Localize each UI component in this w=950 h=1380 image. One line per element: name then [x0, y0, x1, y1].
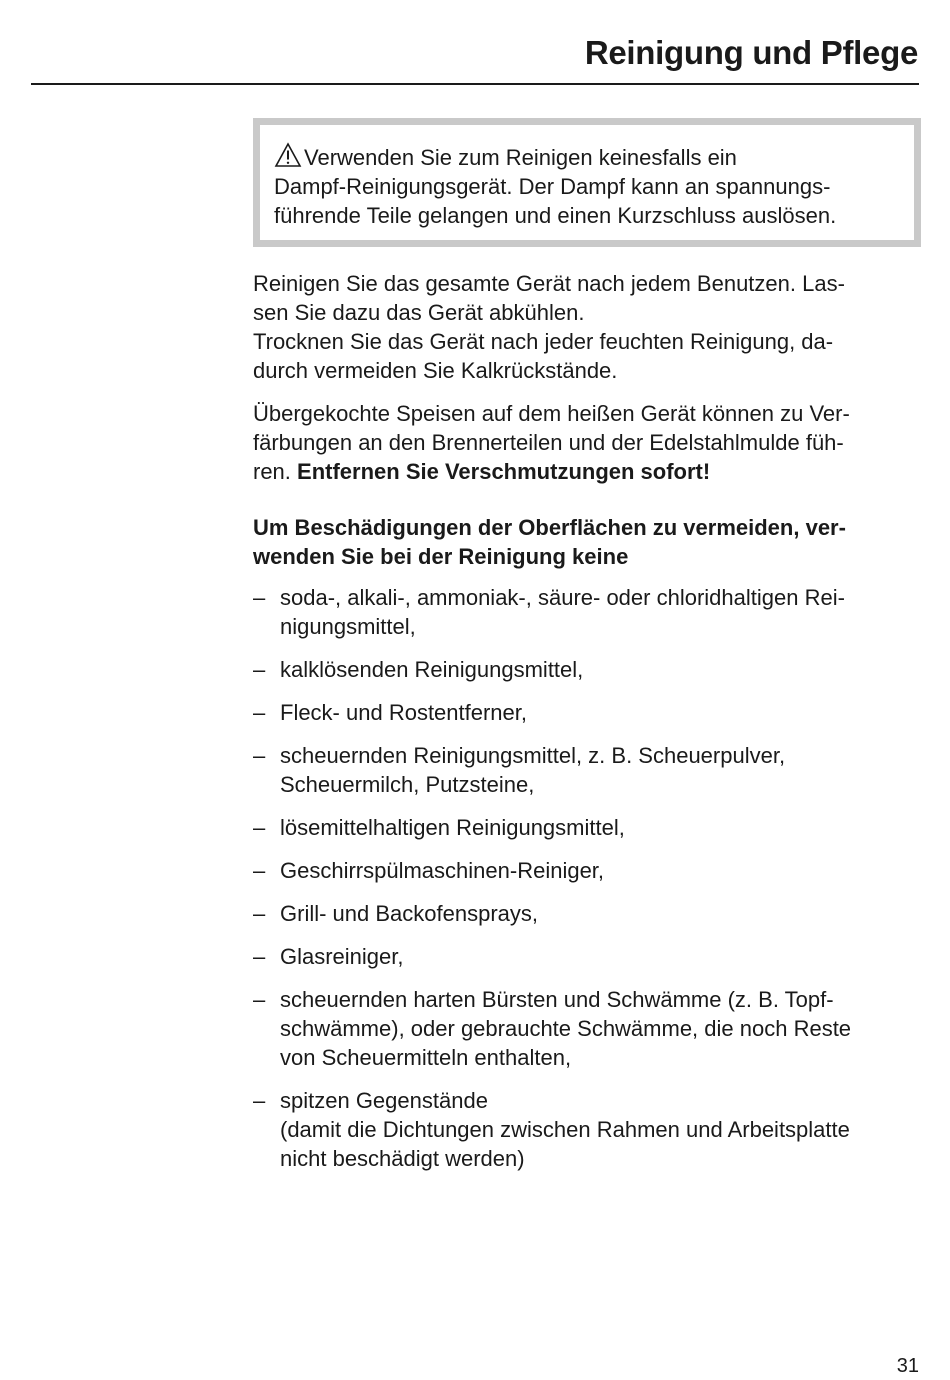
- list-item: [253, 741, 921, 799]
- list-item: [253, 856, 921, 885]
- page-number: 31: [896, 1355, 919, 1377]
- list-item: [253, 655, 921, 684]
- warning-text: Verwenden Sie zum Reinigen keinesfalls ein: [304, 145, 737, 170]
- list-item-line: nicht beschädigt werden): [280, 1146, 525, 1171]
- list-item-line: scheuernden Reinigungsmittel, z. B. Scheuerpulver,: [280, 743, 786, 768]
- text-line: [253, 457, 921, 486]
- list-item-line: Fleck- und Rostentferner,: [280, 700, 528, 725]
- dash-bullet: –: [253, 901, 266, 926]
- list-item-line: schwämme), oder gebrauchte Schwämme, die noch Reste: [280, 1016, 852, 1041]
- section-heading: [253, 513, 921, 571]
- warning-line: Dampf-Reinigungsgerät. Der Dampf kann an spannungs-: [274, 174, 831, 199]
- list-item-line: Glasreiniger,: [280, 944, 404, 969]
- text-line: Reinigen Sie das gesamte Gerät nach jedem Benutzen. Las-: [253, 271, 845, 296]
- list-item: [253, 985, 921, 1072]
- dash-bullet: –: [253, 815, 266, 840]
- list-item-line: Geschirrspülmaschinen-Reiniger,: [280, 858, 605, 883]
- list-item-line: Grill- und Backofensprays,: [280, 901, 538, 926]
- list-item-line: nigungsmittel,: [280, 614, 416, 639]
- warning-triangle-icon: [274, 142, 302, 168]
- dash-bullet: –: [253, 987, 266, 1012]
- list-item: [253, 899, 921, 928]
- list-item: [253, 1086, 921, 1173]
- text-line: färbungen an den Brennerteilen und der Edelstahlmulde füh-: [253, 430, 844, 455]
- paragraph-cleaning-instructions: [253, 269, 921, 385]
- list-item: [253, 698, 921, 727]
- dash-bullet: –: [253, 657, 266, 682]
- paragraph-boiled-over-food: [253, 399, 921, 486]
- text-line: durch vermeiden Sie Kalkrückstände.: [253, 358, 618, 383]
- dash-bullet: –: [253, 944, 266, 969]
- dash-bullet: –: [253, 743, 266, 768]
- list-item-line: scheuernden harten Bürsten und Schwämme (z. B. Topf-: [280, 987, 834, 1012]
- list-item: [253, 583, 921, 641]
- list-item-line: (damit die Dichtungen zwischen Rahmen und Arbeitsplatte: [280, 1117, 850, 1142]
- main-content: [253, 118, 921, 1187]
- list-item-line: lösemittelhaltigen Reinigungsmittel,: [280, 815, 625, 840]
- dash-bullet: –: [253, 585, 266, 610]
- list-item-line: Scheuermilch, Putzsteine,: [280, 772, 535, 797]
- list-item-line: soda-, alkali-, ammoniak-, säure- oder chloridhaltigen Rei-: [280, 585, 845, 610]
- warning-box: [253, 118, 921, 247]
- header-rule: [31, 83, 919, 85]
- page-title: Reinigung und Pflege: [584, 34, 918, 71]
- text-line: Übergekochte Speisen auf dem heißen Gerät können zu Ver-: [253, 401, 850, 426]
- text-line: sen Sie dazu das Gerät abkühlen.: [253, 300, 585, 325]
- prohibited-agents-list: [253, 583, 921, 1173]
- dash-bullet: –: [253, 1088, 266, 1113]
- warning-line: [274, 142, 902, 172]
- text-plain: ren.: [253, 459, 298, 484]
- dash-bullet: –: [253, 700, 266, 725]
- list-item-line: von Scheuermitteln enthalten,: [280, 1045, 572, 1070]
- heading-line: wenden Sie bei der Reinigung keine: [253, 544, 629, 569]
- list-item: [253, 813, 921, 842]
- list-item: [253, 942, 921, 971]
- warning-line: führende Teile gelangen und einen Kurzschluss auslösen.: [274, 203, 837, 228]
- list-item-line: spitzen Gegenstände: [280, 1088, 488, 1113]
- text-line: Trocknen Sie das Gerät nach jeder feuchten Reinigung, da-: [253, 329, 834, 354]
- heading-line: Um Beschädigungen der Oberflächen zu vermeiden, ver-: [253, 515, 846, 540]
- list-item-line: kalklösenden Reinigungsmittel,: [280, 657, 584, 682]
- emphasis-text: Entfernen Sie Verschmutzungen sofort!: [297, 459, 711, 484]
- dash-bullet: –: [253, 858, 266, 883]
